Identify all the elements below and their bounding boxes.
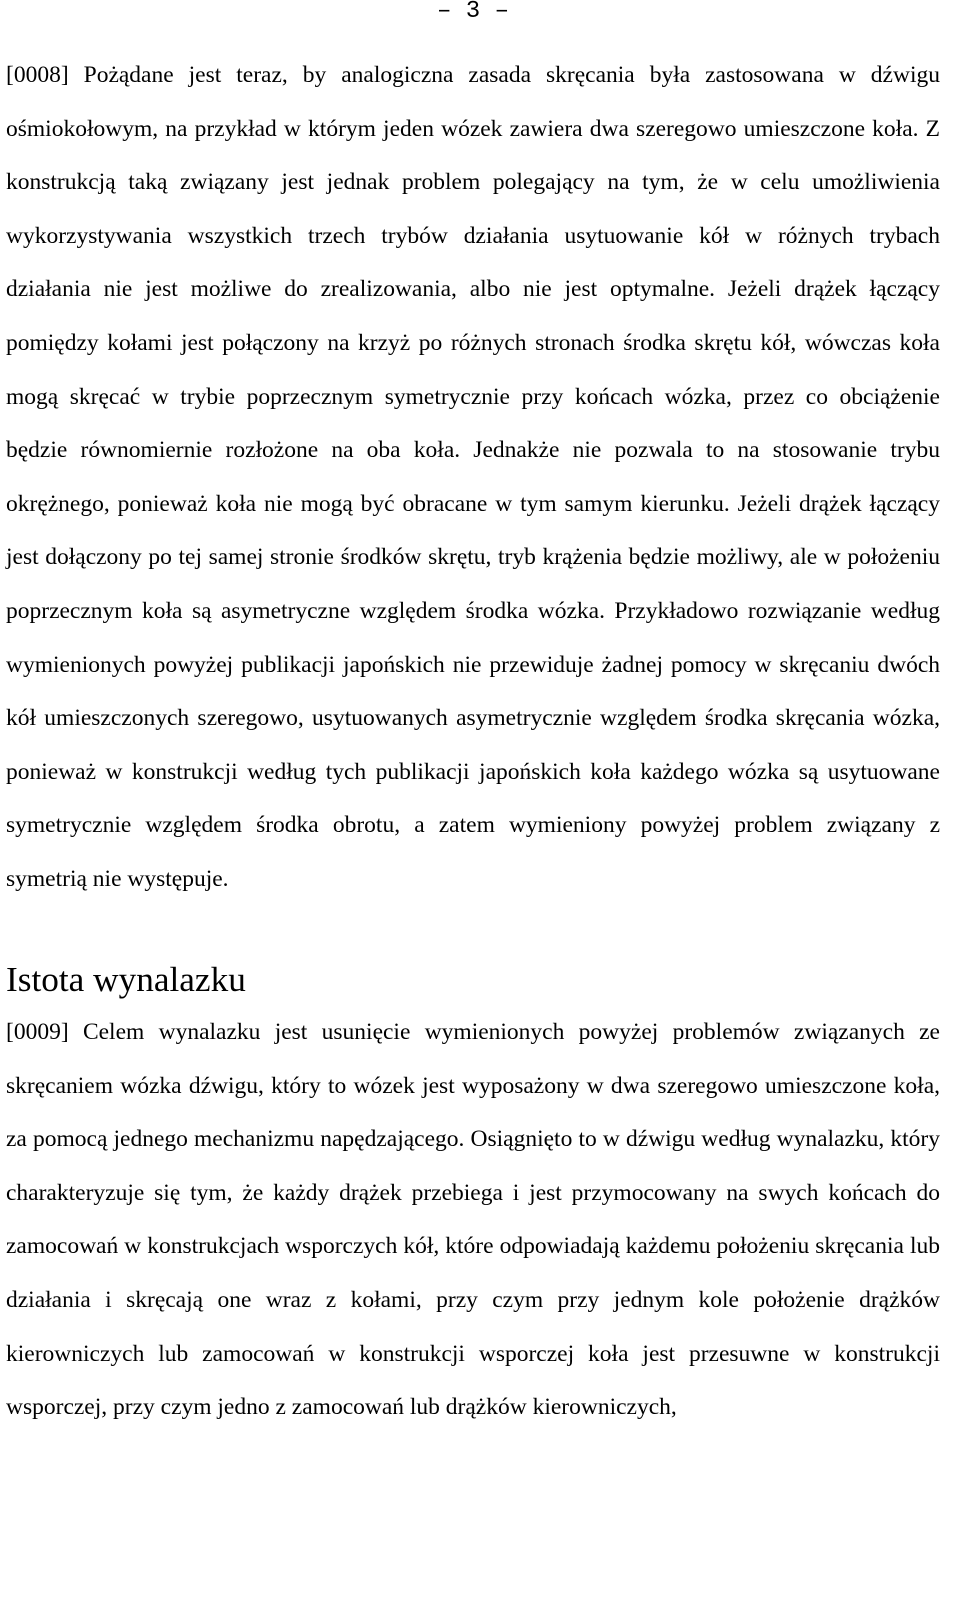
page-number: – 3 – xyxy=(436,0,509,25)
paragraph-0009: [0009] Celem wynalazku jest usunięcie wymienionych powyżej problemów związanych ze skręcaniem wózka dźwigu, który to wózek jest wyposażony w dwa szeregowo umieszczone koła, za pomocą jednego mechanizmu napędzającego. Osiągnięto to w dźwigu według wynalazku, który charakteryzuje się tym, że każdy drążek przebiega i jest przymocowany na swych końcach do zamocowań w konstrukcjach wsporczych kół, które odpowiadają każdemu położeniu skręcania lub działania i skręcają one wraz z kołami, przy czym przy jednym kole położenie drążków kierowniczych lub zamocowań w konstrukcji wsporczej koła jest przesuwne w konstrukcji wsporczej, przy czym jedno z zamocowań lub drążków kierowniczych, xyxy=(6,1019,940,1421)
paragraph-0008: [0008] Pożądane jest teraz, by analogiczna zasada skręcania była zastosowana w dźwigu ośmiokołowym, na przykład w którym jeden wózek zawiera dwa szeregowo umieszczone koła. Z konstrukcją taką związany jest jednak problem polegający na tym, że w celu umożliwienia wykorzystywania wszystkich trzech trybów działania usytuowanie kół w różnych trybach działania nie jest możliwe do zrealizowania, albo nie jest optymalne. Jeżeli drążek łączący pomiędzy kołami jest połączony na krzyż po różnych stronach środka skrętu kół, wówczas koła mogą skręcać w trybie poprzecznym symetrycznie przy końcach wózka, przez co obciążenie będzie równomiernie rozłożone na oba koła. Jednakże nie pozwala to na stosowanie trybu okrężnego, ponieważ koła nie mogą być obracane w tym samym kierunku. Jeżeli drążek łączący jest dołączony po tej samej stronie środków skrętu, tryb krążenia będzie możliwy, ale w położeniu poprzecznym koła są asymetryczne względem środka wózka. Przykładowo rozwiązanie według wymienionych powyżej publikacji japońskich nie przewiduje żadnej pomocy w skręcaniu dwóch kół umieszczonych szeregowo, usytuowanych asymetrycznie względem środka skręcania wózka, ponieważ w konstrukcji według tych publikacji japońskich koła każdego wózka są usytuowane symetrycznie względem środka obrotu, a zatem wymieniony powyżej problem związany z symetrią nie występuje. xyxy=(6,62,940,892)
document-body xyxy=(6,49,940,1435)
section-heading: Istota wynalazku xyxy=(6,959,246,999)
